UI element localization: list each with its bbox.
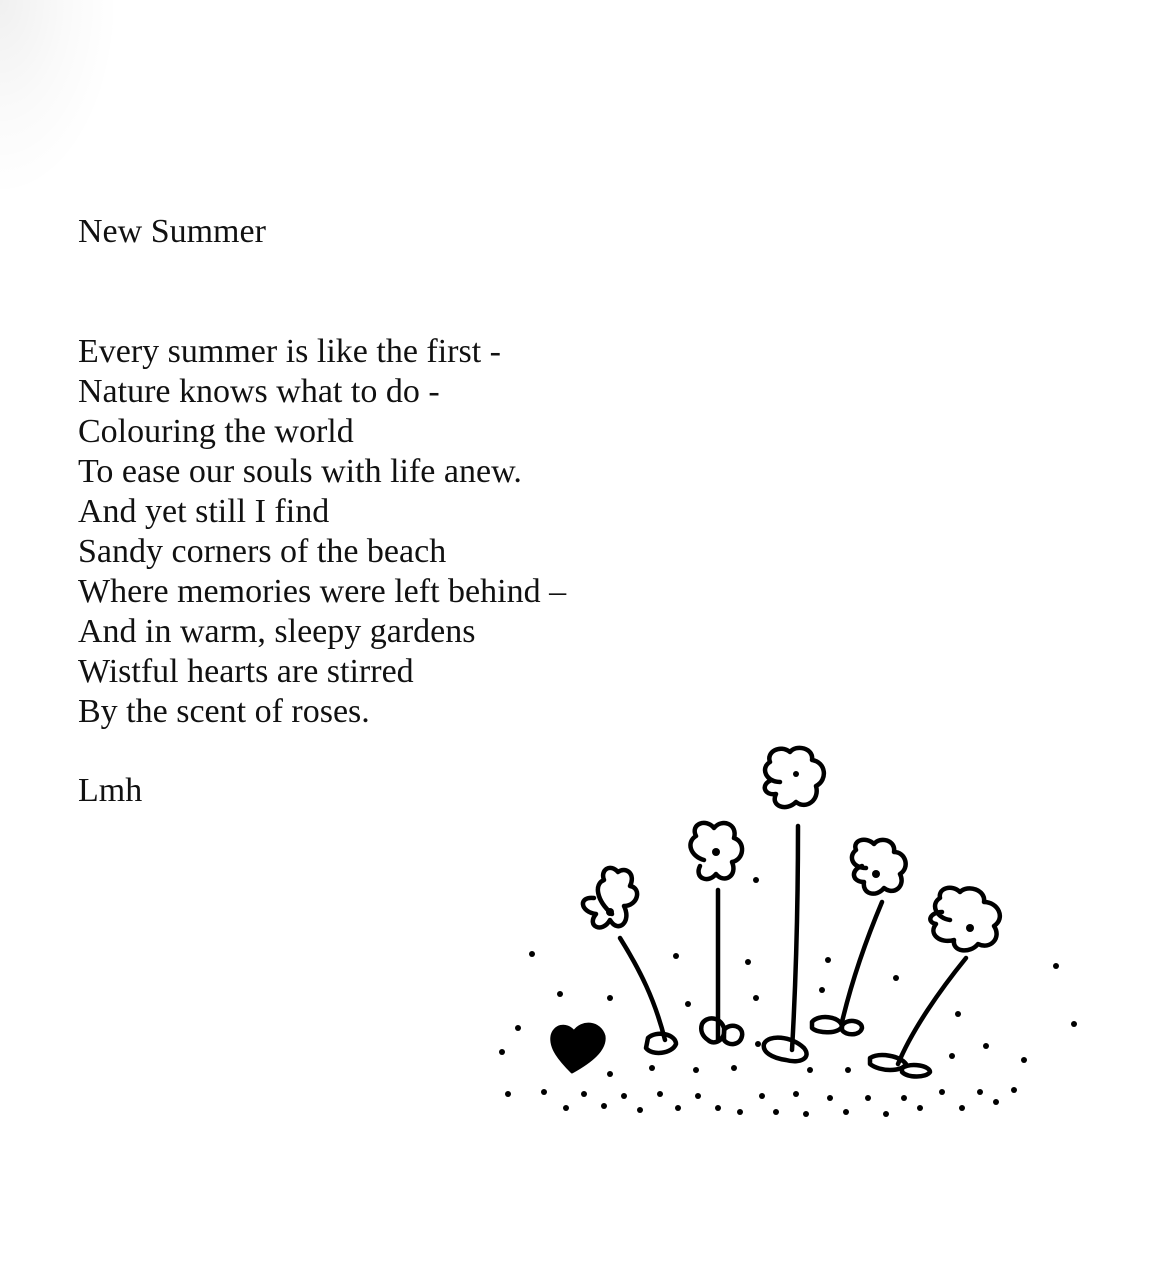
poem-body xyxy=(78,332,566,732)
poem-title: New Summer xyxy=(78,213,266,250)
flower-2 xyxy=(690,823,742,1044)
poem-line: Where memories were left behind – xyxy=(78,573,567,610)
poem-line: To ease our souls with life anew. xyxy=(78,453,522,490)
poem-signature: Lmh xyxy=(78,772,143,809)
poem-line: Sandy corners of the beach xyxy=(78,533,447,570)
poem-line: And in warm, sleepy gardens xyxy=(78,613,476,650)
poem-line: And yet still I find xyxy=(78,493,330,530)
flower-5 xyxy=(870,888,1000,1077)
poem-line: Colouring the world xyxy=(78,413,354,450)
flower-doodle-illustration xyxy=(480,730,1100,1150)
poem-line: By the scent of roses. xyxy=(78,693,370,730)
flower-4 xyxy=(812,840,906,1035)
poem-line: Every summer is like the first - xyxy=(78,333,502,370)
poem-line: Wistful hearts are stirred xyxy=(78,653,414,690)
page-corner-shadow xyxy=(0,0,120,200)
flower-centers xyxy=(606,771,974,932)
ground-dots xyxy=(499,877,1077,1117)
heart-icon xyxy=(552,1024,604,1072)
flower-3 xyxy=(764,748,824,1061)
poem-line: Nature knows what to do - xyxy=(78,373,440,410)
